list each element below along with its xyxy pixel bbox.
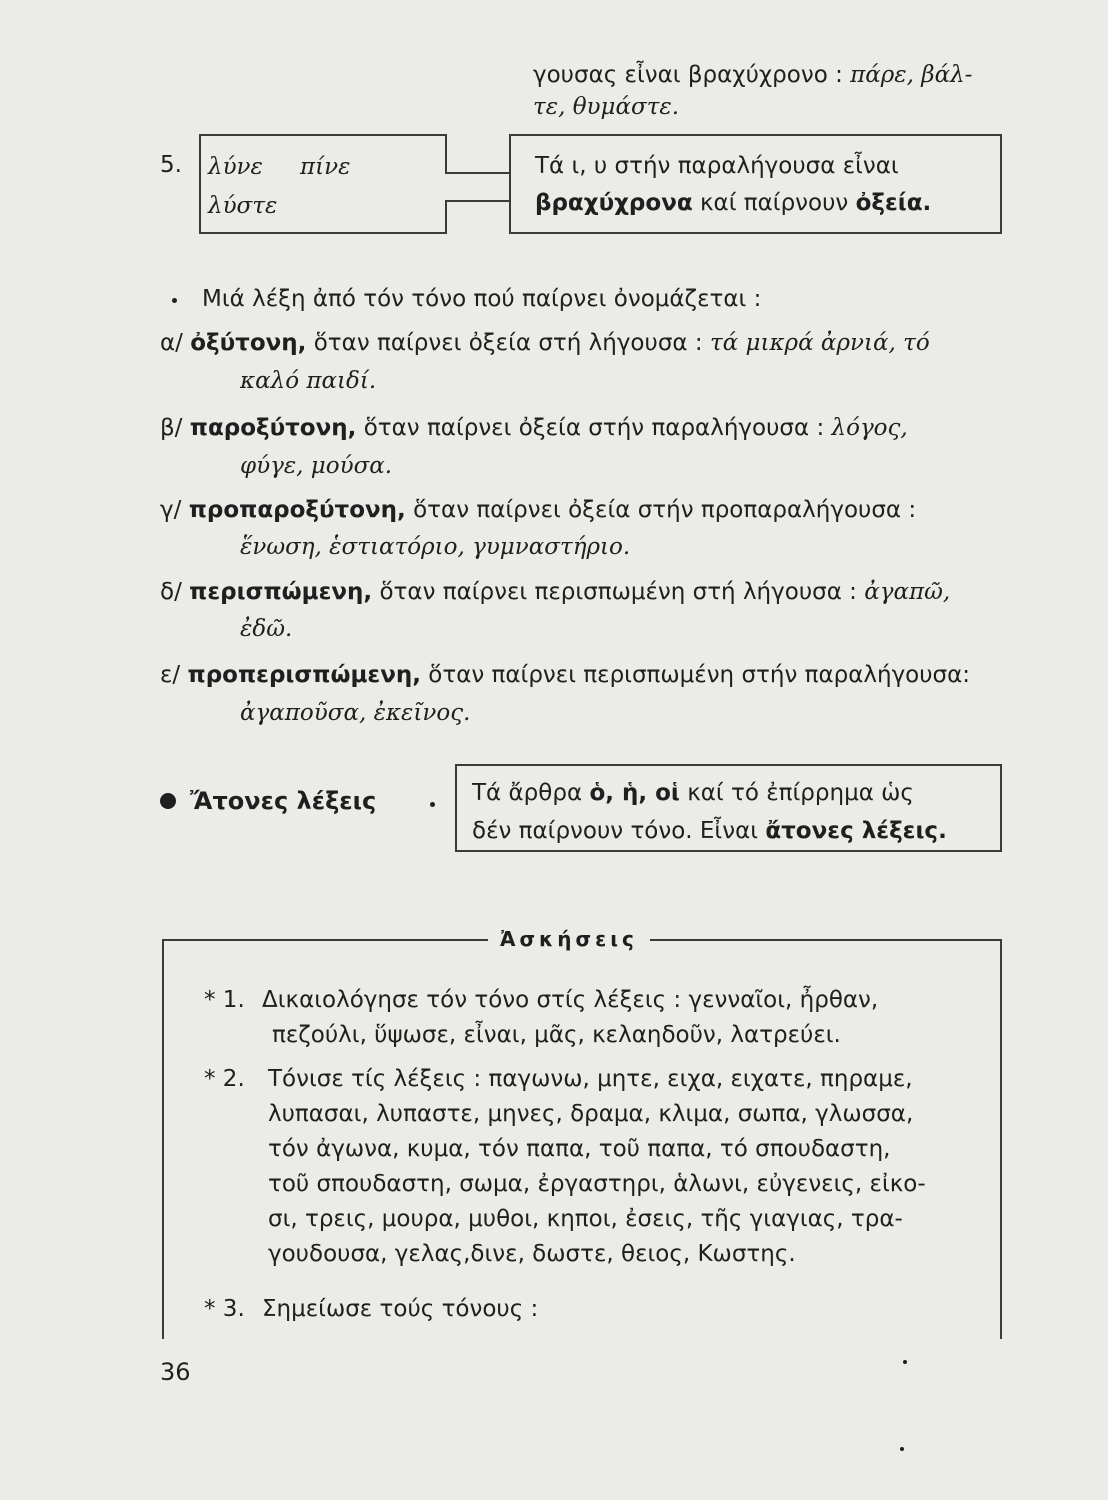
- type-desc: ὅταν παίρνει ὀξεία στή λήγουσα :: [313, 330, 703, 356]
- intro-text: Μιά λέξη ἀπό τόν τόνο πού παίρνει ὀνομάζεται :: [202, 286, 762, 312]
- rule-mid-text: καί παίρνουν: [699, 190, 849, 216]
- type-term: προπαροξύτονη,: [188, 497, 406, 523]
- type-term: προπερισπώμενη,: [187, 662, 421, 688]
- word-lyste: λύστε: [208, 193, 278, 219]
- atones-term: ἄτονες λέξεις.: [765, 818, 947, 844]
- exercise-line: Τόνισε τίς λέξεις : παγωνω, μητε, ειχα, ειχατε, πηραμε,: [268, 1066, 913, 1092]
- type-b-example-2: φύγε, μούσα.: [240, 453, 393, 479]
- type-c-example-2: ἕνωση, ἑστιατόριο, γυμναστήριο.: [240, 534, 631, 560]
- type-term: ὀξύτονη,: [190, 330, 307, 356]
- exercise-line: τοῦ σπουδαστη, σωμα, ἐργαστηρι, ἁλωνι, εὐγενεις, εἰκο-: [268, 1171, 926, 1197]
- bullet-dot: [430, 802, 435, 807]
- type-desc: ὅταν παίρνει ὀξεία στήν παραλήγουσα :: [363, 415, 825, 441]
- exercises-title: Ἀσκήσεις: [488, 925, 650, 953]
- type-c: [160, 495, 916, 525]
- type-label: γ/: [160, 497, 182, 523]
- atones-articles: ὁ, ἡ, οἱ: [589, 780, 680, 806]
- rule-line-2: [535, 188, 931, 218]
- type-d-example-2: ἐδῶ.: [240, 616, 293, 642]
- type-e: [160, 660, 970, 690]
- type-e-example-2: ἀγαποῦσα, ἐκεῖνος.: [240, 700, 471, 726]
- type-label: δ/: [160, 579, 182, 605]
- exercise-line: Σημείωσε τούς τόνους :: [262, 1296, 539, 1322]
- exercise-line: γουδουσα, γελας,δινε, δωστε, θειος, Κωστης.: [268, 1241, 796, 1267]
- exercise-1-number: * 1.: [204, 987, 245, 1013]
- type-a: [160, 328, 930, 358]
- page-number: 36: [160, 1358, 191, 1386]
- atones-text: Τά ἄρθρα: [472, 780, 583, 806]
- type-a-example-2: καλό παιδί.: [240, 368, 377, 394]
- exercise-line: Δικαιολόγησε τόν τόνο στίς λέξεις : γενναῖοι, ἦρθαν,: [262, 987, 879, 1013]
- section-5-number: 5.: [160, 152, 182, 178]
- top-line-2: τε, θυμάστε.: [533, 94, 680, 120]
- type-term: παροξύτονη,: [189, 415, 357, 441]
- box-connector: [445, 172, 511, 202]
- print-speck: [900, 1447, 904, 1451]
- type-label: ε/: [160, 662, 181, 688]
- atones-heading: Ἄτονες λέξεις: [190, 787, 377, 815]
- print-speck: [903, 1360, 907, 1364]
- exercise-line: τόν ἀγωνα, κυμα, τόν παπα, τοῦ παπα, τό σπουδαστη,: [268, 1136, 891, 1162]
- atones-text: δέν παίρνουν τόνο. Εἶναι: [472, 818, 759, 844]
- bullet-big: [160, 793, 176, 809]
- exercise-line: σι, τρεις, μουρα, μυθοι, κηποι, ἐσεις, τῆς γιαγιας, τρα-: [268, 1206, 903, 1232]
- type-label: β/: [160, 415, 183, 441]
- type-desc: ὅταν παίρνει περισπωμένη στήν παραλήγουσα:: [428, 662, 971, 688]
- top-line-1-text: γουσας εἶναι βραχύχρονο :: [533, 62, 843, 88]
- exercise-line: λυπασαι, λυπαστε, μηνες, δραμα, κλιμα, σωπα, γλωσσα,: [268, 1101, 914, 1127]
- exercise-3-number: * 3.: [204, 1296, 245, 1322]
- rule-line-1: Τά ι, υ στήν παραλήγουσα εἶναι: [535, 153, 899, 179]
- rule-bold-term: βραχύχρονα: [535, 190, 693, 216]
- type-example: λόγος,: [831, 415, 908, 441]
- atones-line-2: [472, 816, 947, 846]
- exercise-2-number: * 2.: [204, 1066, 245, 1092]
- type-label: α/: [160, 330, 183, 356]
- word-lyne: λύνε: [208, 154, 263, 180]
- word-pine: πίνε: [300, 154, 351, 180]
- top-line-1-example: πάρε, βάλ-: [850, 62, 973, 88]
- exercise-line: πεζούλι, ὕψωσε, εἶναι, μᾶς, κελαηδοῦν, λατρεύει.: [272, 1022, 841, 1048]
- atones-line-1: [472, 778, 914, 808]
- type-desc: ὅταν παίρνει ὀξεία στήν προπαραλήγουσα :: [413, 497, 917, 523]
- type-d: [160, 577, 950, 607]
- bullet-dot: [172, 298, 177, 303]
- rule-box: [509, 134, 1002, 234]
- top-line-1: [533, 60, 972, 90]
- type-example: ἀγαπῶ,: [864, 579, 951, 605]
- type-desc: ὅταν παίρνει περισπωμένη στή λήγουσα :: [379, 579, 857, 605]
- type-term: περισπώμενη,: [189, 579, 373, 605]
- type-b: [160, 413, 908, 443]
- rule-end-term: ὀξεία.: [855, 190, 932, 216]
- type-example: τά μικρά ἀρνιά, τό: [709, 330, 930, 356]
- atones-text: καί τό ἐπίρρημα ὡς: [687, 780, 914, 806]
